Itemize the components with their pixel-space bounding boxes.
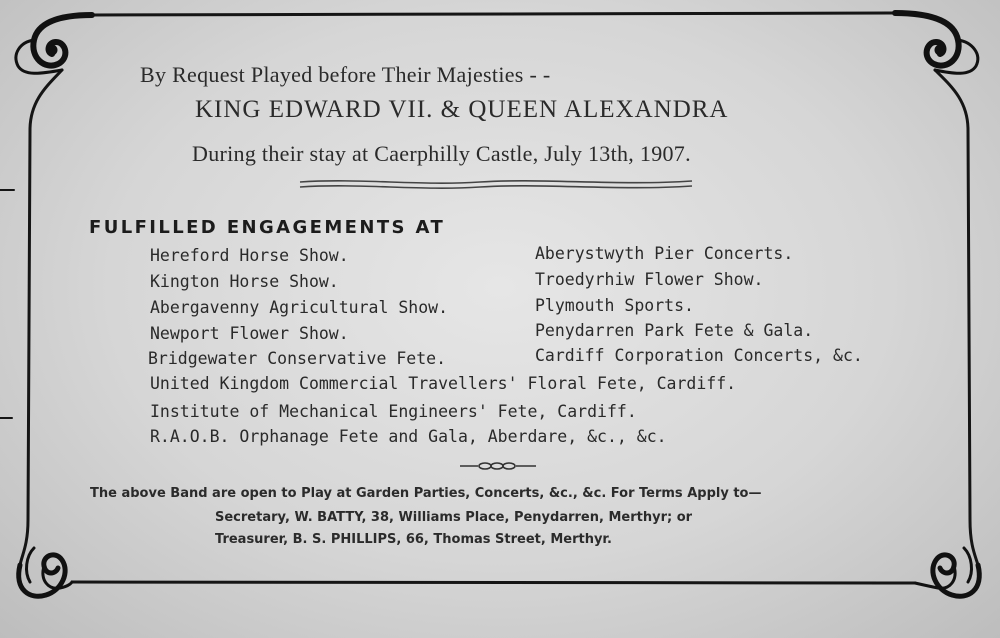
engagement-right-2: Troedyrhiw Flower Show. bbox=[535, 270, 764, 289]
corner-scroll-top-right bbox=[895, 13, 978, 73]
engagement-right-3: Plymouth Sports. bbox=[535, 296, 694, 315]
engagement-full-2: Institute of Mechanical Engineers' Fete, Cardiff. bbox=[150, 402, 637, 421]
engagement-full-3: R.A.O.B. Orphanage Fete and Gala, Aberdare, &c., &c. bbox=[150, 427, 667, 446]
corner-scroll-bottom-left bbox=[19, 548, 72, 596]
engagement-right-1: Aberystwyth Pier Concerts. bbox=[535, 244, 794, 263]
engagement-left-5: Bridgewater Conservative Fete. bbox=[148, 349, 447, 368]
header-line-2: KING EDWARD VII. & QUEEN ALEXANDRA bbox=[195, 96, 729, 123]
border-right-line bbox=[935, 70, 978, 565]
engagement-full-1: United Kingdom Commercial Travellers' Floral Fete, Cardiff. bbox=[150, 374, 737, 393]
footer-line-2: Secretary, W. BATTY, 38, Williams Place, Penydarren, Merthyr; or bbox=[215, 510, 693, 525]
engagement-left-1: Hereford Horse Show. bbox=[150, 246, 349, 265]
wavy-divider bbox=[300, 181, 692, 188]
engagement-left-4: Newport Flower Show. bbox=[150, 324, 349, 343]
engagements-heading: FULFILLED ENGAGEMENTS AT bbox=[89, 217, 446, 238]
header-line-3: During their stay at Caerphilly Castle, July 13th, 1907. bbox=[192, 141, 691, 166]
footer-line-3: Treasurer, B. S. PHILLIPS, 66, Thomas Street, Merthyr. bbox=[215, 532, 612, 547]
border-left-line bbox=[20, 70, 62, 565]
engagement-left-3: Abergavenny Agricultural Show. bbox=[150, 298, 449, 317]
corner-scroll-top-left bbox=[16, 15, 92, 73]
small-ornament bbox=[460, 463, 536, 469]
engagement-right-4: Penydarren Park Fete & Gala. bbox=[535, 321, 814, 340]
header-line-1: By Request Played before Their Majesties - - bbox=[140, 62, 551, 87]
border-bottom-line bbox=[72, 582, 915, 583]
border-top-line bbox=[92, 13, 895, 15]
corner-scroll-bottom-right bbox=[915, 548, 979, 596]
engagement-left-2: Kington Horse Show. bbox=[150, 272, 339, 291]
footer-line-1: The above Band are open to Play at Garden Parties, Concerts, &c., &c. For Terms Apply to— bbox=[90, 486, 762, 501]
engagement-right-5: Cardiff Corporation Concerts, &c. bbox=[535, 346, 863, 365]
